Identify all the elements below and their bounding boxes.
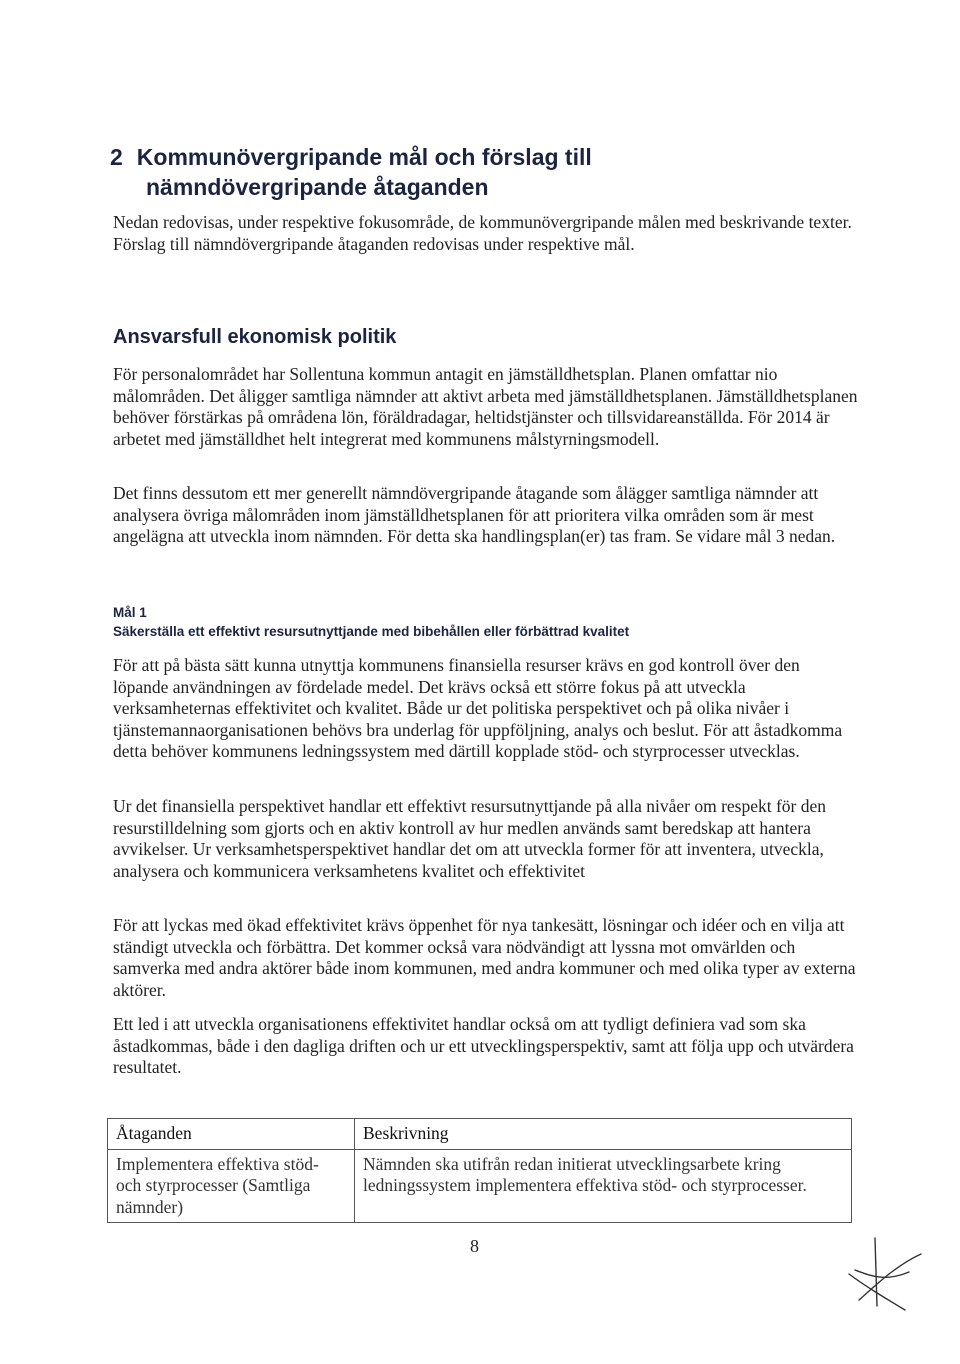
- chapter-heading-line1: Kommunövergripande mål och förslag till: [136, 144, 592, 170]
- section-heading: Ansvarsfull ekonomisk politik: [113, 326, 397, 348]
- chapter-heading: [110, 142, 810, 202]
- goal-title: Säkerställa ett effektivt resursutnyttjande med bibehållen eller förbättrad kvalitet: [113, 624, 630, 639]
- goal-paragraph-4: Ett led i att utveckla organisationens effektivitet handlar också om att tydligt definiera vad som ska åstadkommas, både i den dagliga driften och ur ett utvecklingsperspektiv, samt att följa upp och utvärdera resultatet.: [113, 1014, 854, 1078]
- goal-paragraph-2: Ur det finansiella perspektivet handlar ett effektivt resursutnyttjande på alla nivåer om respekt för den resurstilldelning som gjorts och en aktiv kontroll av hur medlen används samt beredskap att hantera avvikelser. Ur verksamhetsperspektivet handlar det om att utveckla former för att inventera, utveckla, analysera och kommunicera verksamhetens kvalitet och effektivitet: [113, 796, 827, 881]
- section-paragraph-1: För personalområdet har Sollentuna kommun antagit en jämställdhetsplan. Planen omfattar nio målområden. Det åligger samtliga nämnder att aktivt arbeta med jämställdhetsplanen. Jämställdhetsplanen behöver förstärkas på områdena lön, föräldradagar, heltidstjänster och tillsvidareanställda. För 2014 är arbetet med jämställdhet helt integrerat med kommunens målstyrningsmodell.: [113, 364, 858, 449]
- page-number: 8: [470, 1236, 479, 1256]
- table-header-commitments: Åtaganden: [108, 1119, 355, 1150]
- goal-paragraph-3: För att lyckas med ökad effektivitet krävs öppenhet för nya tankesätt, lösningar och idéer och en vilja att ständigt utveckla och förbättra. Det kommer också vara nödvändigt att lyssna mot omvärlden och samverka med andra aktörer både inom kommunen, med andra kommuner och med olika typer av externa aktörer.: [113, 915, 856, 1000]
- commitments-table: [107, 1118, 852, 1223]
- table-cell-description: Nämnden ska utifrån redan initierat utvecklingsarbete kring ledningssystem implementera effektiva stöd- och styrprocesser.: [355, 1149, 852, 1223]
- chapter-number: 2: [110, 144, 123, 170]
- table-header-description: Beskrivning: [355, 1119, 852, 1150]
- goal-label: Mål 1: [113, 605, 147, 620]
- chapter-heading-line2: nämndövergripande åtaganden: [146, 174, 489, 200]
- table-header-row: [108, 1119, 852, 1150]
- intro-paragraph: Nedan redovisas, under respektive fokusområde, de kommunövergripande målen med beskrivande texter. Förslag till nämndövergripande åtaganden redovisas under respektive mål.: [113, 212, 852, 254]
- table-cell-commitment: Implementera effektiva stöd- och styrprocesser (Samtliga nämnder): [108, 1149, 355, 1223]
- goal-paragraph-1: För att på bästa sätt kunna utnyttja kommunens finansiella resurser krävs en god kontroll över den löpande användningen av fördelade medel. Det krävs också ett större fokus på att utveckla verksamheternas effektivitet och kvalitet. Både ur det politiska perspektivet och på olika nivåer i tjänstemannaorganisationen behövs bra underlag för uppföljning, analys och beslut. För att åstadkomma detta behöver kommunens ledningssystem med därtill kopplade stöd- och styrprocesser utvecklas.: [113, 655, 843, 762]
- handwritten-signature: [845, 1236, 925, 1316]
- section-paragraph-2: Det finns dessutom ett mer generellt nämndövergripande åtagande som ålägger samtliga nämnder att analysera övriga målområden inom jämställdhetsplanen för att prioritera vilka områden som är mest angelägna att utveckla inom nämnden. För detta ska handlingsplan(er) tas fram. Se vidare mål 3 nedan.: [113, 483, 836, 547]
- table-row: [108, 1149, 852, 1223]
